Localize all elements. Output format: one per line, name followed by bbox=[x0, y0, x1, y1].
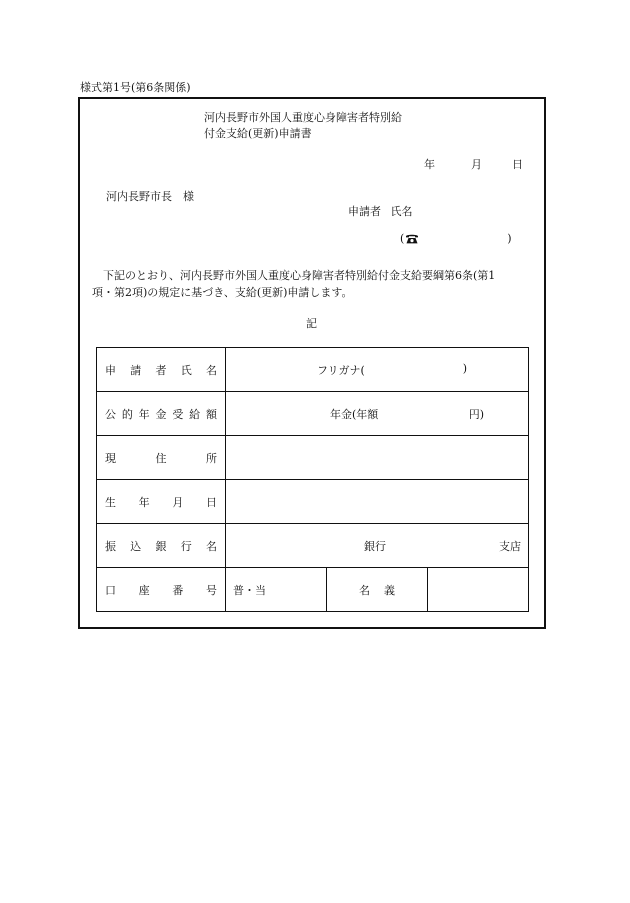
applicant-name-cell-label bbox=[97, 348, 226, 392]
furigana-close: ) bbox=[462, 361, 467, 375]
date-month: 月 bbox=[471, 158, 482, 171]
pension-amount-field[interactable] bbox=[226, 392, 529, 436]
row-label: 生 年 月 日 bbox=[105, 495, 217, 509]
request-statement-line2: 項・第2項)の規定に基づき、支給(更新)申請します。 bbox=[92, 286, 353, 299]
applicant-name-label: 氏名 bbox=[390, 205, 413, 218]
table-row bbox=[97, 524, 529, 568]
account-type-label: 普・当 bbox=[233, 583, 266, 597]
phone-close-paren: ) bbox=[507, 232, 512, 245]
details-table bbox=[96, 347, 529, 612]
pension-label: 年金(年額 bbox=[330, 407, 379, 421]
form-title-line2: 付金支給(更新)申請書 bbox=[204, 127, 312, 140]
account-holder-label-cell bbox=[327, 568, 428, 612]
row-label: 申 請 者 氏 名 bbox=[105, 363, 217, 377]
ki-heading: 記 bbox=[306, 317, 317, 330]
form-title-line1: 河内長野市外国人重度心身障害者特別給 bbox=[204, 111, 402, 124]
form-number-label: 様式第1号(第6条関係) bbox=[80, 81, 191, 94]
addressee: 河内長野市長 様 bbox=[106, 190, 194, 203]
request-statement-line1: 下記のとおり、河内長野市外国人重度心身障害者特別給付金支給要綱第6条(第1 bbox=[92, 269, 496, 282]
account-number-field[interactable] bbox=[226, 568, 327, 612]
phone-open-paren: ( bbox=[400, 232, 405, 245]
applicant-name-line bbox=[348, 203, 413, 219]
account-holder-field[interactable] bbox=[428, 568, 529, 612]
row-label: 現 住 所 bbox=[105, 451, 217, 465]
phone-line bbox=[400, 232, 512, 245]
table-row bbox=[97, 392, 529, 436]
table-row bbox=[97, 436, 529, 480]
telephone-icon bbox=[405, 233, 419, 244]
bank-suffix: 銀行 bbox=[364, 539, 386, 553]
address-field[interactable] bbox=[226, 436, 529, 480]
furigana-field[interactable] bbox=[226, 348, 529, 392]
bank-name-field[interactable] bbox=[226, 524, 529, 568]
request-statement bbox=[92, 267, 538, 301]
applicant-label: 申請者 bbox=[348, 205, 381, 218]
pension-unit: 円) bbox=[468, 407, 484, 421]
form-title bbox=[204, 110, 402, 142]
table-row bbox=[97, 480, 529, 524]
row-label: 公 的 年 金 受 給 額 bbox=[105, 407, 217, 421]
branch-suffix: 支店 bbox=[499, 539, 521, 553]
pension-cell-label bbox=[97, 392, 226, 436]
table-row bbox=[97, 568, 529, 612]
row-label: 口 座 番 号 bbox=[105, 583, 217, 597]
application-form-frame bbox=[78, 97, 546, 629]
bank-cell-label bbox=[97, 524, 226, 568]
birthdate-cell-label bbox=[97, 480, 226, 524]
date-year: 年 bbox=[424, 158, 435, 171]
date-line bbox=[424, 156, 523, 172]
row-label: 振 込 銀 行 名 bbox=[105, 539, 217, 553]
furigana-label: フリガナ( bbox=[317, 363, 365, 377]
account-holder-label: 名 義 bbox=[359, 583, 395, 597]
address-cell-label bbox=[97, 436, 226, 480]
birthdate-field[interactable] bbox=[226, 480, 529, 524]
date-day: 日 bbox=[512, 158, 523, 171]
table-row bbox=[97, 348, 529, 392]
account-number-cell-label bbox=[97, 568, 226, 612]
